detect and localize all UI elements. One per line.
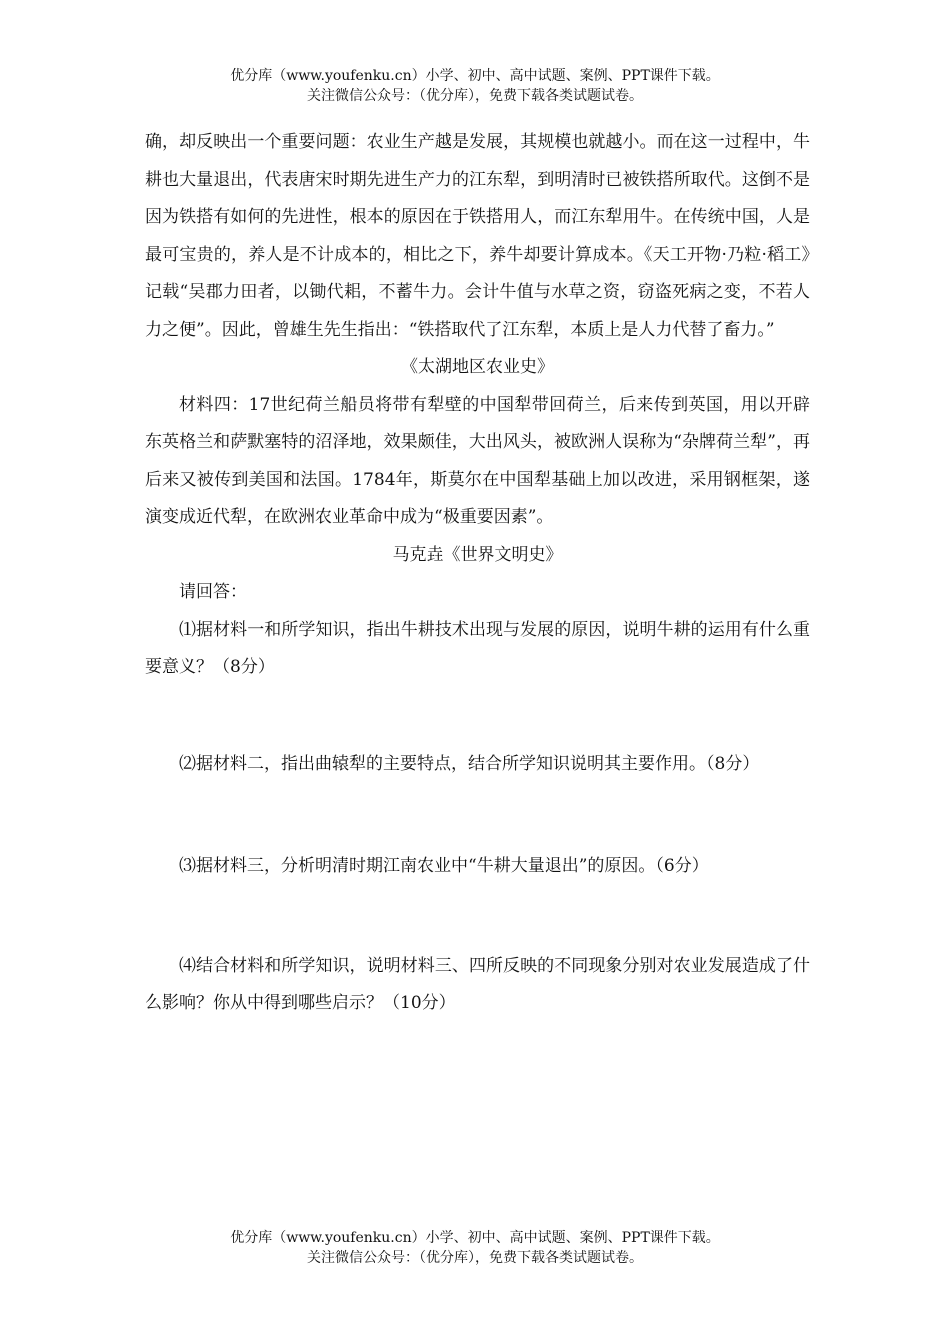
question-1: ⑴据材料一和所学知识，指出牛耕技术出现与发展的原因，说明牛耕的运用有什么重要意义？（8分） — [145, 619, 810, 677]
answer-space-3 — [145, 886, 810, 948]
source-citation-4: 马克垚《世界文明史》 — [392, 544, 563, 565]
answer-space-1 — [145, 687, 810, 746]
material-4: 材料四：17世纪荷兰船员将带有犁壁的中国犁带回荷兰，后来传到英国，用以开辟东英格兰和萨默塞特的沼泽地，效果颇佳，大出风头，被欧洲人误称为“杂牌荷兰犁”，再后来又被传到美国和法国。1784年，斯莫尔在中国犁基础上加以改进，采用钢框架，遂演变成近代犁，在欧洲农业革命中成为“极重要因素”。 — [145, 394, 810, 527]
header-line-2: 关注微信公众号：（优分库），免费下载各类试题试卷。 — [307, 88, 643, 104]
document-body — [145, 124, 810, 1023]
answer-prompt: 请回答： — [179, 582, 247, 602]
material-3-continued: 确，却反映出一个重要问题：农业生产越是发展，其规模也就越小。而在这一过程中，牛耕也大量退出，代表唐宋时期先进生产力的江东犁，到明清时已被铁搭所取代。这倒不是因为铁搭有如何的先进性，根本的原因在于铁搭用人，而江东犁用牛。在传统中国，人是最可宝贵的，养人是不计成本的，相比之下，养牛却要计算成本。《天工开物·乃粒·稻工》记载“吴郡力田者，以锄代耜，不蓄牛力。会计牛值与水草之资，窃盗死病之变，不若人力之便”。因此，曾雄生先生指出：“铁搭取代了江东犁，本质上是人力代替了畜力。” — [145, 132, 810, 340]
question-3: ⑶据材料三，分析明清时期江南农业中“牛耕大量退出”的原因。（6分） — [179, 856, 709, 876]
page-footer — [0, 1228, 950, 1268]
header-line-1: 优分库（www.youfenku.cn）小学、初中、高中试题、案例、PPT课件下载。 — [230, 68, 720, 84]
page-header — [0, 66, 950, 106]
footer-line-1: 优分库（www.youfenku.cn）小学、初中、高中试题、案例、PPT课件下载。 — [230, 1230, 720, 1246]
answer-space-2 — [145, 783, 810, 848]
footer-line-2: 关注微信公众号：（优分库），免费下载各类试题试卷。 — [307, 1250, 643, 1266]
question-2: ⑵据材料二，指出曲辕犁的主要特点，结合所学知识说明其主要作用。（8分） — [179, 753, 760, 774]
question-4: ⑷结合材料和所学知识，说明材料三、四所反映的不同现象分别对农业发展造成了什么影响？你从中得到哪些启示？（10分） — [145, 955, 810, 1013]
source-citation-3: 《太湖地区农业史》 — [401, 357, 554, 377]
